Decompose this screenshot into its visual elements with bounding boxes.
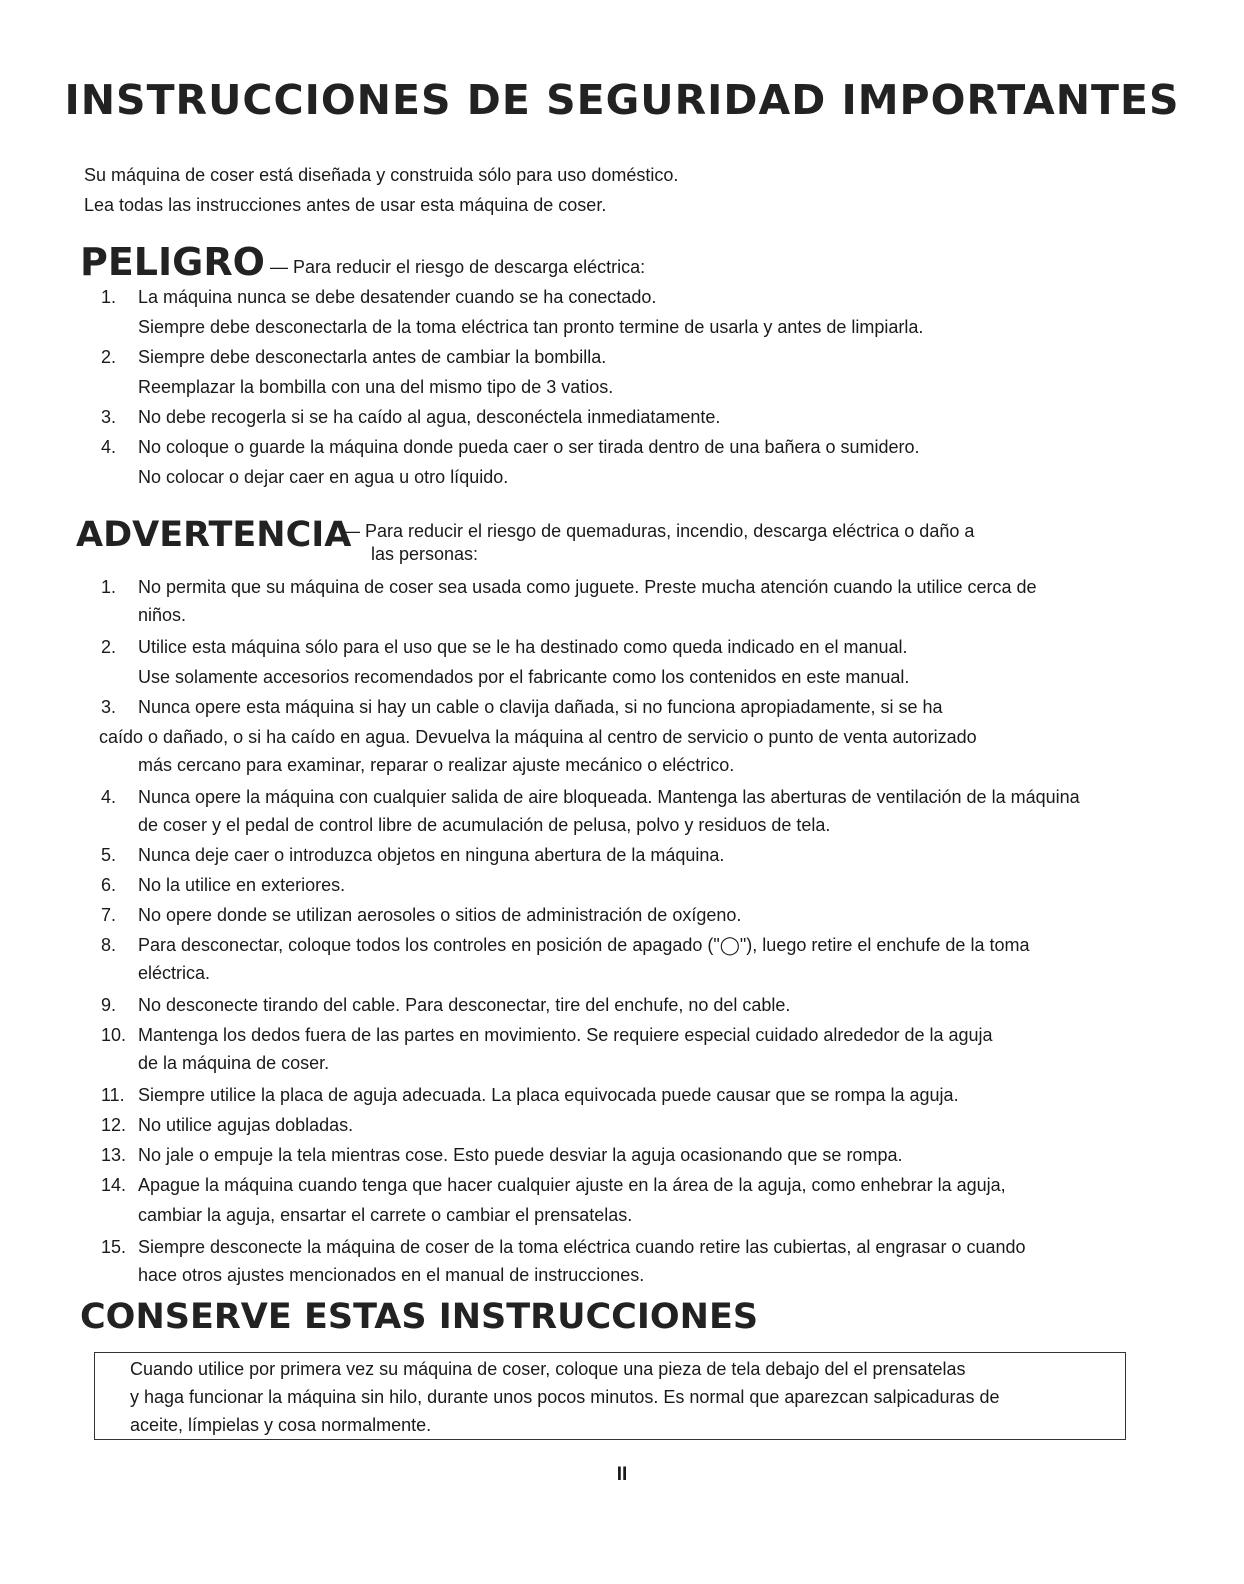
warning-item-3-line-3: más cercano para examinar, reparar o realizar ajuste mecánico o eléctrico. [138,755,735,775]
warning-item-8-line-1: Para desconectar, coloque todos los controles en posición de apagado ("◯"), luego retire el enchufe de la toma [138,935,1030,955]
danger-item-number: 1. [101,287,117,307]
warning-item-5-line-1: Nunca deje caer o introduzca objetos en ninguna abertura de la máquina. [138,845,725,865]
warning-item-14-line-2: cambiar la aguja, ensartar el carrete o cambiar el prensatelas. [138,1205,633,1225]
danger-item-4-line-1: No coloque o guarde la máquina donde pueda caer o ser tirada dentro de una bañera o sumidero. [138,437,920,457]
warning-item-number: 1. [101,577,117,597]
conserve-heading: CONSERVE ESTAS INSTRUCCIONES [80,1297,759,1337]
notice-line-3: aceite, límpielas y cosa normalmente. [130,1415,432,1435]
warning-item-number: 3. [101,697,117,717]
warning-item-number: 10. [101,1025,127,1045]
warning-item-number: 7. [101,905,117,925]
warning-item-12-line-1: No utilice agujas dobladas. [138,1115,354,1135]
warning-item-number: 4. [101,787,117,807]
warning-item-15-line-2: hace otros ajustes mencionados en el manual de instrucciones. [138,1265,645,1285]
warning-item-number: 14. [101,1175,127,1195]
warning-item-1-line-2: niños. [138,605,187,625]
danger-heading: PELIGRO [80,240,265,284]
intro-line-1: Su máquina de coser está diseñada y construida sólo para uso doméstico. [84,165,679,185]
warning-item-number: 11. [101,1085,125,1105]
warning-item-8-line-2: eléctrica. [138,963,211,983]
warning-item-9-line-1: No desconecte tirando del cable. Para desconectar, tire del enchufe, no del cable. [138,995,791,1015]
warning-item-number: 9. [101,995,117,1015]
warning-item-2-line-1: Utilice esta máquina sólo para el uso que se le ha destinado como queda indicado en el manual. [138,637,908,657]
warning-item-4-line-2: de coser y el pedal de control libre de acumulación de pelusa, polvo y residuos de tela. [138,815,831,835]
warning-subtitle-line-1: — Para reducir el riesgo de quemaduras, incendio, descarga eléctrica o daño a [342,521,975,541]
warning-subtitle-line-2: las personas: [371,544,479,564]
warning-item-15-line-1: Siempre desconecte la máquina de coser de la toma eléctrica cuando retire las cubiertas, al engrasar o cuando [138,1237,1026,1257]
warning-item-number: 5. [101,845,117,865]
danger-item-4-line-2: No colocar o dejar caer en agua u otro líquido. [138,467,509,487]
danger-item-1-line-1: La máquina nunca se debe desatender cuando se ha conectado. [138,287,657,307]
intro-line-2: Lea todas las instrucciones antes de usar esta máquina de coser. [84,195,607,215]
danger-item-number: 2. [101,347,117,367]
warning-item-4-line-1: Nunca opere la máquina con cualquier salida de aire bloqueada. Mantenga las aberturas de ventilación de la máquina [138,787,1080,807]
danger-item-1-line-2: Siempre debe desconectarla de la toma eléctrica tan pronto termine de usarla y antes de limpiarla. [138,317,924,337]
danger-item-number: 4. [101,437,117,457]
warning-item-number: 12. [101,1115,127,1135]
warning-item-1-line-1: No permita que su máquina de coser sea usada como juguete. Preste mucha atención cuando la utilice cerca de [138,577,1037,597]
warning-item-7-line-1: No opere donde se utilizan aerosoles o sitios de administración de oxígeno. [138,905,742,925]
warning-item-number: 2. [101,637,117,657]
warning-item-10-line-2: de la máquina de coser. [138,1053,330,1073]
page-title: INSTRUCCIONES DE SEGURIDAD IMPORTANTES [64,76,1180,124]
danger-item-number: 3. [101,407,117,427]
notice-line-2: y haga funcionar la máquina sin hilo, durante unos pocos minutos. Es normal que aparezcan salpicaduras de [130,1387,1000,1407]
warning-heading: ADVERTENCIA [76,515,352,555]
warning-item-11-line-1: Siempre utilice la placa de aguja adecuada. La placa equivocada puede causar que se rompa la aguja. [138,1085,959,1105]
warning-item-3-line-2: caído o dañado, o si ha caído en agua. Devuelva la máquina al centro de servicio o punto de venta autorizado [99,727,977,747]
danger-item-2-line-1: Siempre debe desconectarla antes de cambiar la bombilla. [138,347,607,367]
warning-item-number: 15. [101,1237,127,1257]
warning-item-13-line-1: No jale o empuje la tela mientras cose. Esto puede desviar la aguja ocasionando que se rompa. [138,1145,903,1165]
warning-item-6-line-1: No la utilice en exteriores. [138,875,346,895]
warning-item-14-line-1: Apague la máquina cuando tenga que hacer cualquier ajuste en la área de la aguja, como enhebrar la aguja, [138,1175,1006,1195]
warning-item-number: 6. [101,875,117,895]
warning-item-number: 8. [101,935,117,955]
warning-item-number: 13. [101,1145,127,1165]
danger-item-2-line-2: Reemplazar la bombilla con una del mismo tipo de 3 vatios. [138,377,614,397]
danger-subtitle: — Para reducir el riesgo de descarga eléctrica: [270,257,646,277]
warning-item-2-line-2: Use solamente accesorios recomendados por el fabricante como los contenidos en este manual. [138,667,910,687]
page-number: II [616,1464,628,1485]
warning-item-10-line-1: Mantenga los dedos fuera de las partes en movimiento. Se requiere especial cuidado alrededor de la aguja [138,1025,993,1045]
notice-line-1: Cuando utilice por primera vez su máquina de coser, coloque una pieza de tela debajo del el prensatelas [130,1359,966,1379]
danger-item-3-line-1: No debe recogerla si se ha caído al agua, desconéctela inmediatamente. [138,407,721,427]
warning-item-3-line-1: Nunca opere esta máquina si hay un cable o clavija dañada, si no funciona apropiadamente, si se ha [138,697,943,717]
